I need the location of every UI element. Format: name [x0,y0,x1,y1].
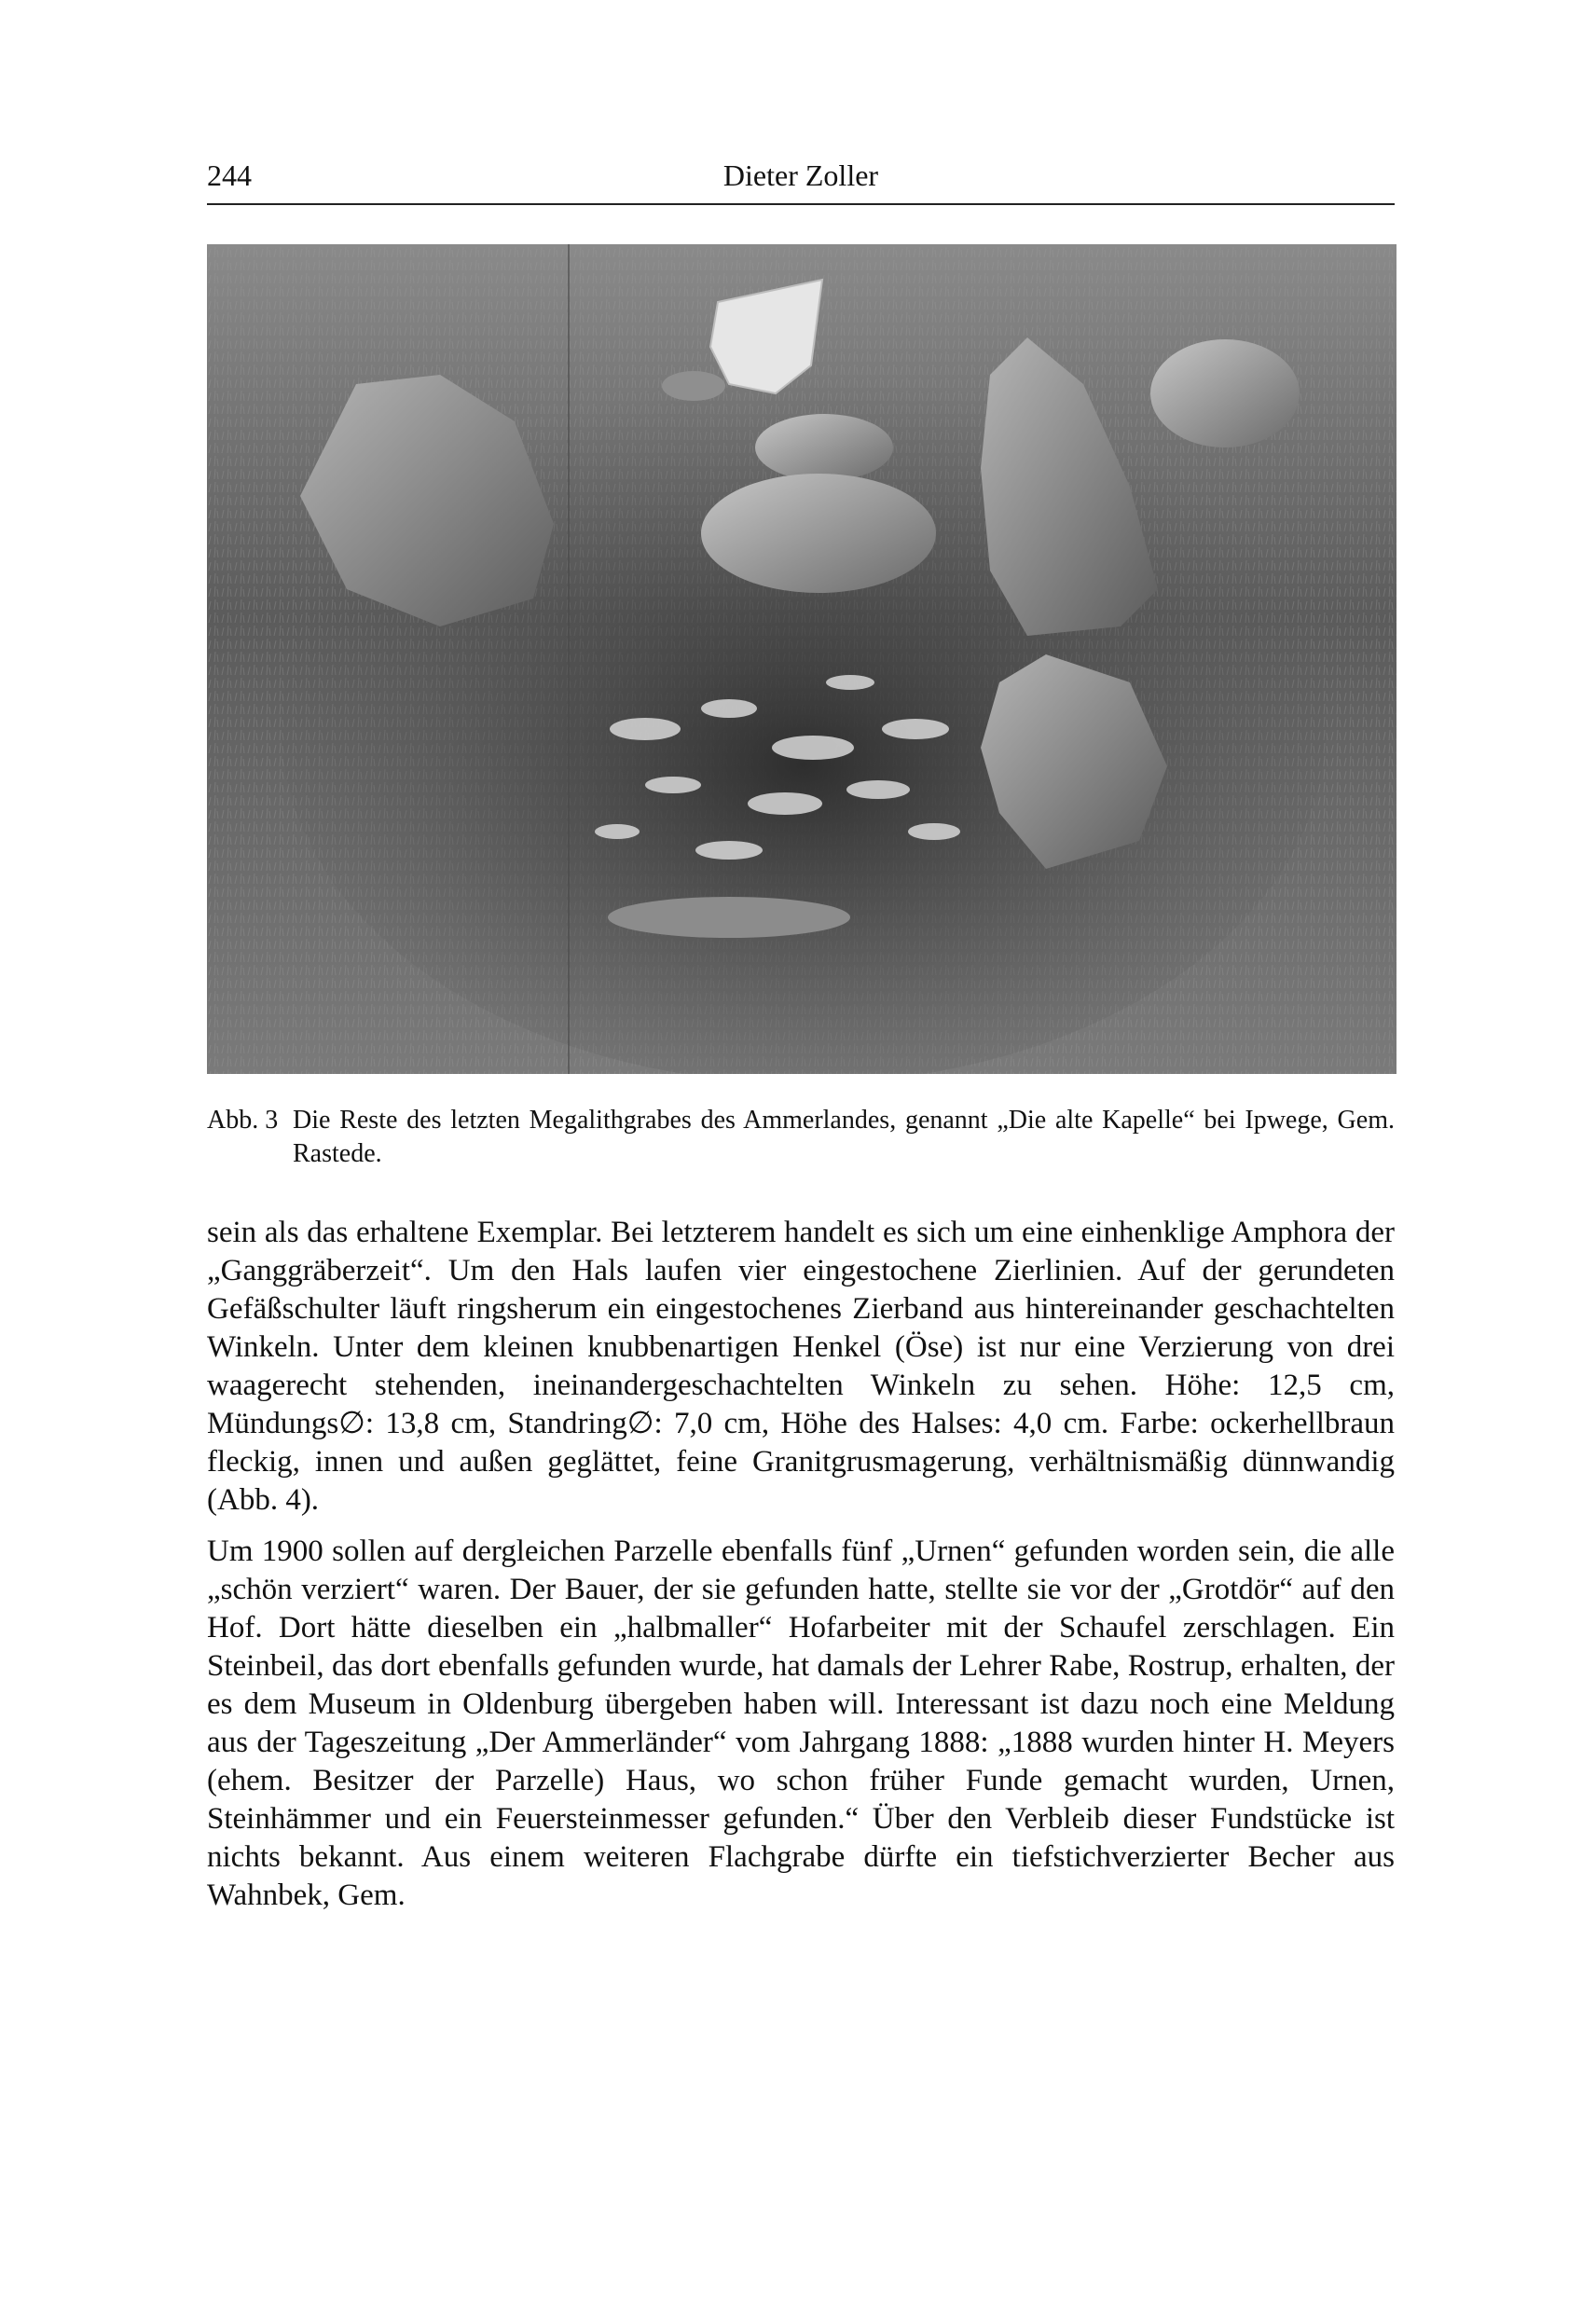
figure-caption [207,1104,1395,1171]
page-number: 244 [207,158,252,192]
page-header [207,157,1395,205]
paragraph: Um 1900 sollen auf dergleichen Parzelle ebenfalls fünf „Urnen“ gefunden worden sein, die alle „schön verziert“ waren. Der Bauer, der sie gefunden hatte, stellte sie vor der „Grotdör“ auf den Hof. Dort hätte dieselben ein „halbmaller“ Hofarbeiter mit der Schaufel zerschlagen. Ein Steinbeil, das dort ebenfalls gefunden wurde, hat damals der Lehrer Rabe, Rostrup, erhalten, der es dem Museum in Oldenburg übergeben haben will. Interessant ist dazu noch eine Meldung aus der Tageszeitung „Der Ammerländer“ vom Jahrgang 1888: „1888 wurden hinter H. Meyers (ehem. Besitzer der Parzelle) Haus, wo schon früher Funde gemacht wurden, Urnen, Steinhämmer und ein Feuersteinmesser gefunden.“ Über den Verbleib dieser Fundstücke ist nichts bekannt. Aus einem weiteren Flachgrabe dürfte ein tiefstichverzierter Becher aus Wahnbek, Gem. [207,1534,1395,1912]
stone-small-back [662,371,725,401]
running-head: Dieter Zoller [722,158,879,192]
figure-photo [207,244,1396,1074]
body-text [207,1214,1395,1915]
stone-center-back [755,414,893,481]
paragraph: sein als das erhaltene Exemplar. Bei letzterem handelt es sich um eine einhenklige Amphora der „Ganggräberzeit“. Um den Hals laufen vier eingestochene Zierlinien. Auf der gerundeten Gefäßschulter läuft ringsherum ein eingestochenes Zierband aus hintereinander geschachtelten Winkeln. Unter dem kleinen knubbenartigen Henkel (Öse) ist nur eine Verzierung von drei waagerecht stehenden, ineinandergeschachtelten Winkeln zu sehen. Höhe: 12,5 cm, Mündungs∅: 13,8 cm, Standring∅: 7,0 cm, Höhe des Halses: 4,0 cm. Farbe: ockerhellbraun fleckig, innen und außen geglättet, feine Granitgrusmagerung, verhältnismäßig dünnwandig (Abb. 4). [207,1216,1395,1517]
stone-center-middle [701,474,936,593]
megalith-photo [207,244,1396,1074]
stone-front-low [608,897,850,938]
stone-upper-right [1150,339,1300,447]
figure-label: Abb. 3 [207,1106,279,1135]
figure-caption-text: Die Reste des letzten Megalithgrabes des Ammerlandes, genannt „Die alte Kapelle“ bei Ipwege, Gem. Rastede. [293,1106,1395,1168]
